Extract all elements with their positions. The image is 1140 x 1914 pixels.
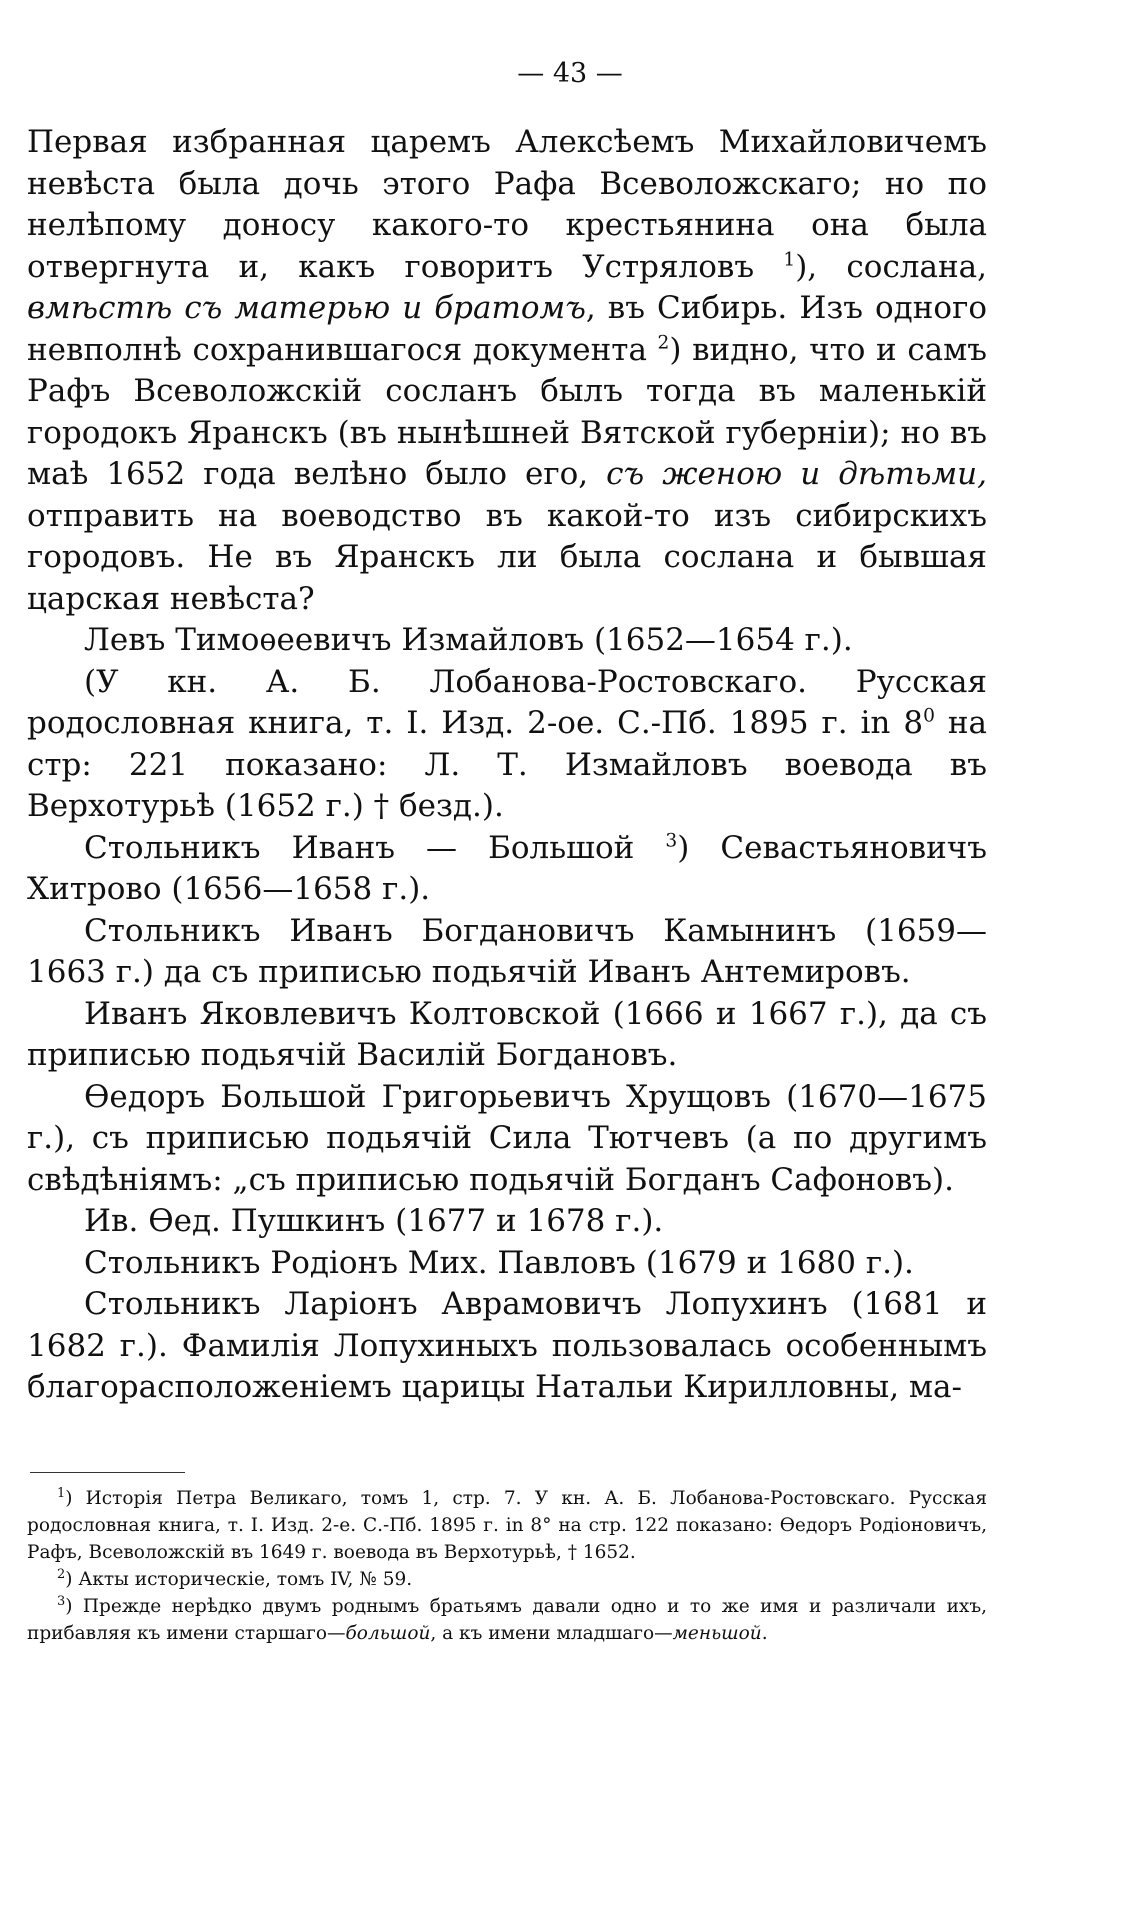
- footnote-fn2: [27, 1566, 987, 1593]
- footnote-separator: [30, 1472, 185, 1473]
- paragraph-p8: [27, 1201, 987, 1243]
- text-run: на стр: 221 показано: Л. Т. Измайловъ воевода въ Верхотурьѣ (1652 г.) † безд.).: [27, 705, 988, 824]
- text-run: , а къ имени младшаго—: [430, 1623, 673, 1644]
- text-run: Стольникъ Иванъ Богдановичъ Камынинъ (1659—1663 г.) да съ приписью подьячій Иванъ Антемировъ.: [27, 912, 987, 990]
- text-run: Стольникъ Родіонъ Мих. Павловъ (1679 и 1680 г.).: [84, 1244, 914, 1281]
- text-run: Ѳедоръ Большой Григорьевичъ Хрущовъ (1670—1675 г.), съ приписью подьячій Сила Тютчевъ (а по другимъ свѣдѣніямъ: „съ приписью подьячій Богданъ Сафоновъ).: [27, 1078, 987, 1198]
- text-run: Первая избранная царемъ Алексѣемъ Михайловичемъ невѣста была дочь этого Рафа Всеволожскаго; но по нелѣпому доносу какого-то крестьянина она была отвергнута и, какъ говоритъ Устряловъ: [27, 124, 987, 285]
- paragraph-p5: [27, 911, 987, 994]
- paragraph-p6: [27, 994, 987, 1077]
- footnote-marker: 3: [57, 1593, 66, 1609]
- text-run: , въ Сибирь. Изъ одного невполнѣ сохранившагося документа: [27, 290, 987, 368]
- footnote-fn1: [27, 1485, 987, 1566]
- paragraph-p9: [27, 1243, 987, 1285]
- text-run: Стольникъ Ларіонъ Аврамовичъ Лопухинъ (1681 и 1682 г.). Фамилія Лопухиныхъ пользовалась особеннымъ благорасположеніемъ царицы Натальи Кирилловны, ма-: [27, 1286, 987, 1405]
- footnote-marker: 2: [57, 1566, 66, 1582]
- body-text: [27, 122, 987, 1409]
- footnote-marker: 0: [923, 705, 935, 727]
- italic-text: меньшой: [672, 1623, 762, 1644]
- paragraph-p2: [27, 620, 987, 662]
- text-run: отправить на воеводство въ какой-то изъ сибирскихъ городовъ. Не въ Яранскъ ли была сослана и бывшая царская невѣста?: [27, 497, 987, 617]
- text-run: ) Севастьяновичъ Хитрово (1656—1658 г.).: [27, 829, 987, 907]
- italic-text: съ женою и дѣтьми,: [606, 456, 987, 492]
- text-run: ), сослана,: [795, 248, 987, 285]
- text-run: Левъ Тимоѳеевичъ Измайловъ (1652—1654 г.).: [84, 622, 853, 658]
- italic-text: вмѣстѣ съ матерью и братомъ: [27, 290, 586, 326]
- text-run: Ив. Ѳед. Пушкинъ (1677 и 1678 г.).: [84, 1203, 664, 1239]
- footnote-marker: 2: [657, 332, 670, 354]
- text-run: Стольникъ Иванъ — Большой: [84, 829, 666, 866]
- paragraph-p1: [27, 122, 987, 620]
- text-run: ) Прежде нерѣдко двумъ роднымъ братьямъ давали одно и то же имя и различали ихъ, прибавляя къ имени старшаго—: [27, 1596, 987, 1644]
- paragraph-p7: [27, 1077, 987, 1202]
- page-number: — 43 —: [517, 58, 623, 89]
- text-run: ) Акты историческіе, томъ IV, № 59.: [65, 1569, 413, 1590]
- paragraph-p4: [27, 828, 987, 911]
- text-run: .: [761, 1623, 768, 1644]
- text-run: ) видно, что и самъ Рафъ Всеволожскій сосланъ былъ тогда въ маленькій городокъ Яранскъ (въ нынѣшней Вятской губерніи); но въ маѣ 1652 года велѣно было его,: [27, 331, 987, 492]
- footnote-marker: 1: [57, 1485, 66, 1501]
- text-run: ) Исторія Петра Великаго, томъ 1, стр. 7. У кн. А. Б. Лобанова-Ростовскаго. Русская родословная книга, т. I. Изд. 2-е. С.-Пб. 1895 г. in 8° на стр. 122 показано: Ѳедоръ Родіоновичъ, Рафъ, Всеволожскій въ 1649 г. воевода въ Верхотурьѣ, † 1652.: [27, 1488, 987, 1563]
- paragraph-p10: [27, 1284, 987, 1409]
- footnote-fn3: [27, 1593, 987, 1647]
- italic-text: большой: [345, 1623, 431, 1644]
- footnote-marker: 3: [665, 830, 678, 852]
- footnote-marker: 1: [783, 249, 796, 271]
- text-run: Иванъ Яковлевичъ Колтовской (1666 и 1667 г.), да съ приписью подьячій Василій Богдановъ.: [27, 995, 987, 1073]
- paragraph-p3: [27, 662, 987, 828]
- text-run: (У кн. А. Б. Лобанова-Ростовскаго. Русская родословная книга, т. I. Изд. 2-ое. С.-Пб. 1895 г. in 8: [27, 663, 987, 741]
- footnotes: [27, 1485, 987, 1647]
